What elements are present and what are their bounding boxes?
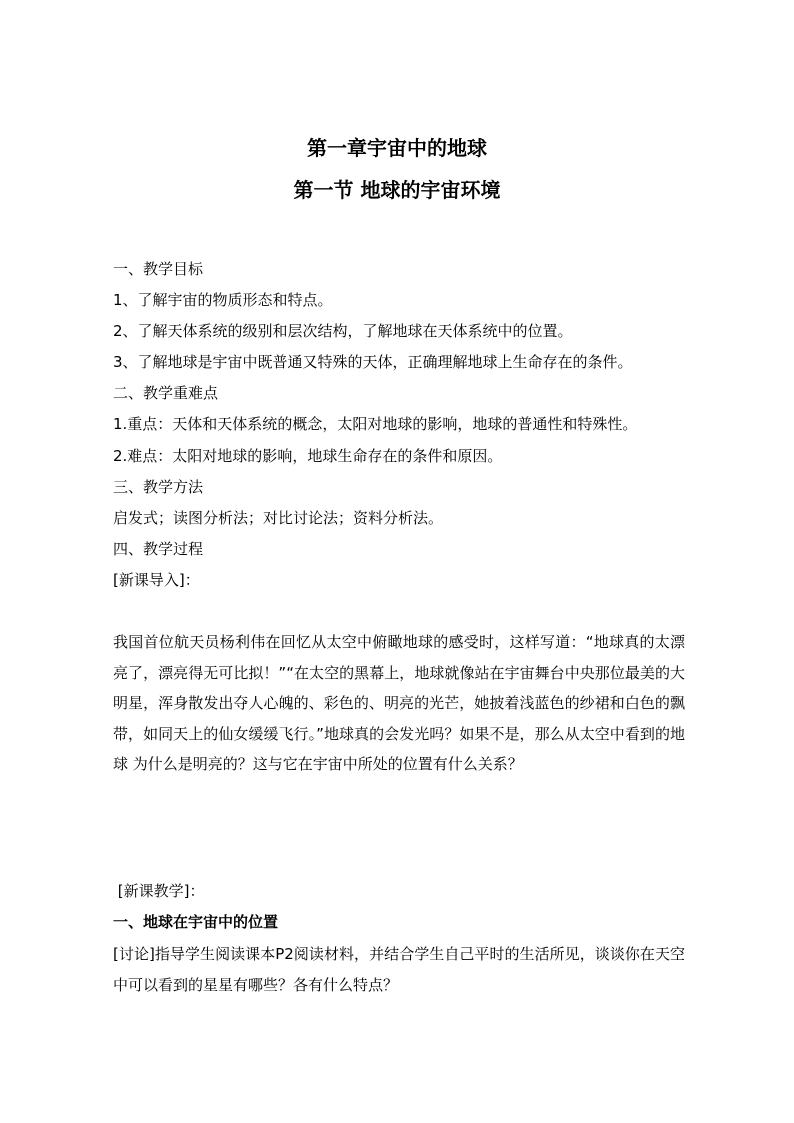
methods-text: 启发式；读图分析法；对比讨论法；资料分析法。 (113, 509, 444, 527)
discussion-paragraph: [讨论]指导学生阅读课本P2阅读材料，并结合学生自己平时的生活所见，谈谈你在天空中可以看到的星星有哪些？各有什么特点？ (113, 945, 685, 994)
heading-teaching-goals: 一、教学目标 (113, 260, 204, 278)
intro-paragraph: 我国首位航天员杨利伟在回忆从太空中俯瞰地球的感受时，这样写道：“地球真的太漂亮了，漂亮得无可比拟！”“在太空的黑幕上，地球就像站在宇宙舞台中央那位最美的大明星，浑身散发出夺人心魄的、彩色的、明亮的光芒，她披着浅蓝色的纱裙和白色的飘带，如同天上的仙女缓缓飞行。”地球真的会发光吗？如果不是，那么从太空中看到的地球 为什么是明亮的？这与它在宇宙中所处的位置有什么关系？ (113, 633, 685, 773)
heading-key-points: 二、教学重难点 (113, 384, 219, 402)
section-one-heading: 一、地球在宇宙中的位置 (113, 913, 279, 931)
intro-label: [新课导入]： (113, 571, 200, 589)
section-title: 第一节 地球的宇宙环境 (293, 178, 501, 202)
teaching-label: [新课教学]： (113, 882, 205, 900)
key-point-item: 1.重点：天体和天体系统的概念，太阳对地球的影响，地球的普通性和特殊性。 (113, 415, 638, 433)
goal-item-1: 1、了解宇宙的物质形态和特点。 (113, 291, 333, 309)
heading-teaching-process: 四、教学过程 (113, 540, 204, 558)
goal-item-3: 3、了解地球是宇宙中既普通又特殊的天体，正确理解地球上生命存在的条件。 (113, 353, 633, 371)
heading-teaching-methods: 三、教学方法 (113, 478, 204, 496)
difficulty-item: 2.难点：太阳对地球的影响，地球生命存在的条件和原因。 (113, 447, 503, 465)
chapter-title: 第一章宇宙中的地球 (307, 136, 487, 160)
goal-item-2: 2、了解天体系统的级别和层次结构，了解地球在天体系统中的位置。 (113, 322, 573, 340)
